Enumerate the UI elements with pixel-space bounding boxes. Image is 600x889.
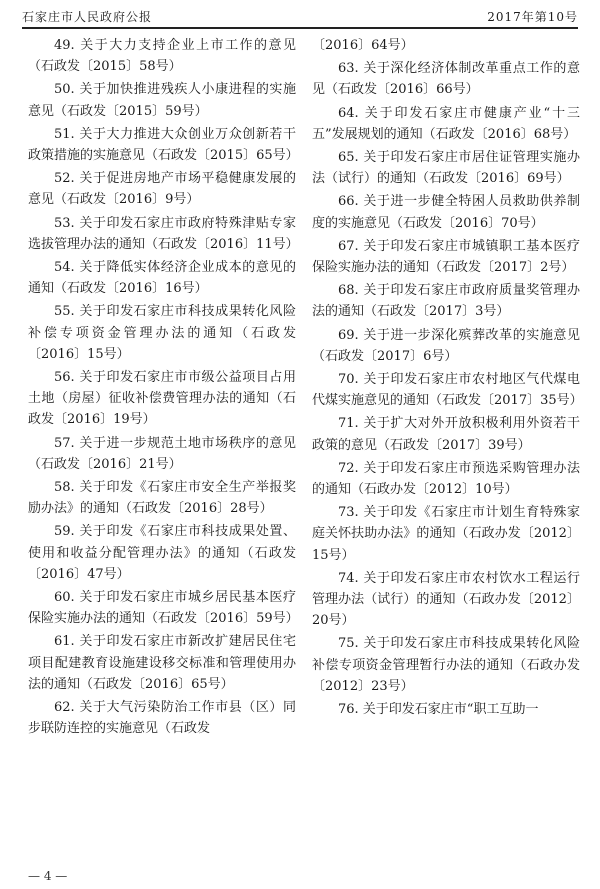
list-item: 64. 关于印发石家庄市健康产业“十三五”发展规划的通知（石政发〔2016〕68号） <box>312 105 580 142</box>
list-item: 71. 关于扩大对外开放积极利用外资若干政策的意见（石政发〔2017〕39号） <box>312 416 580 453</box>
page-number: — 4 — <box>28 869 68 883</box>
issue-number: 2017年第10号 <box>487 10 578 24</box>
list-item: 55. 关于印发石家庄市科技成果转化风险补偿专项资金管理办法的通知（石政发〔2016〕15号） <box>28 304 296 362</box>
list-item: 54. 关于降低实体经济企业成本的意见的通知（石政发〔2016〕16号） <box>28 260 296 297</box>
list-item: 63. 关于深化经济体制改革重点工作的意见（石政发〔2016〕66号） <box>312 61 580 98</box>
list-item: 69. 关于进一步深化殡葬改革的实施意见（石政发〔2017〕6号） <box>312 327 580 364</box>
list-item: 70. 关于印发石家庄市农村地区气代煤电代煤实施意见的通知（石政发〔2017〕35号） <box>312 372 583 409</box>
page-header <box>22 6 578 26</box>
list-item: 52. 关于促进房地产市场平稳健康发展的意见（石政发〔2016〕9号） <box>28 171 296 208</box>
list-item: 62. 关于大气污染防治工作市县（区）同步联防连控的实施意见（石政发 <box>28 700 296 737</box>
right-column <box>312 35 583 722</box>
list-item: 74. 关于印发石家庄市农村饮水工程运行管理办法（试行）的通知（石政办发〔2012〕20号） <box>312 570 580 629</box>
list-item-continuation: 〔2016〕64号） <box>312 38 414 53</box>
list-item: 59. 关于印发《石家庄市科技成果处置、使用和收益分配管理办法》的通知（石政发〔2016〕47号） <box>28 524 296 582</box>
list-item: 67. 关于印发石家庄市城镇职工基本医疗保险实施办法的通知（石政发〔2017〕2号） <box>312 238 580 276</box>
list-item: 50. 关于加快推进残疾人小康进程的实施意见（石政发〔2015〕59号） <box>28 82 296 119</box>
list-item: 68. 关于印发石家庄市政府质量奖管理办法的通知（石政发〔2017〕3号） <box>312 283 580 320</box>
list-item: 51. 关于大力推进大众创业万众创新若干政策措施的实施意见（石政发〔2015〕65号） <box>28 126 299 164</box>
list-item: 72. 关于印发石家庄市预选采购管理办法的通知（石政办发〔2012〕10号） <box>312 460 580 498</box>
list-item: 61. 关于印发石家庄市新改扩建居民住宅项目配建教育设施建设移交标准和管理使用办法的通知（石政发〔2016〕65号） <box>28 634 296 692</box>
list-item: 49. 关于大力支持企业上市工作的意见（石政发〔2015〕58号） <box>28 38 296 75</box>
list-item: 76. 关于印发石家庄市“职工互助一 <box>338 702 539 718</box>
list-item: 56. 关于印发石家庄市市级公益项目占用土地（房屋）征收补偿费管理办法的通知（石政发〔2016〕19号） <box>28 370 296 428</box>
left-column <box>28 35 299 742</box>
list-item: 65. 关于印发石家庄市居住证管理实施办法（试行）的通知（石政发〔2016〕69号） <box>312 150 580 187</box>
list-item: 73. 关于印发《石家庄市计划生育特殊家庭关怀扶助办法》的通知（石政办发〔2012〕15号） <box>312 505 580 563</box>
gazette-title: 石家庄市人民政府公报 <box>22 10 153 24</box>
list-item: 53. 关于印发石家庄市政府特殊津贴专家选拔管理办法的通知（石政发〔2016〕11号） <box>28 215 299 252</box>
list-item: 57. 关于进一步规范土地市场秩序的意见（石政发〔2016〕21号） <box>28 435 296 472</box>
header-rule <box>22 27 578 29</box>
list-item: 58. 关于印发《石家庄市安全生产举报奖励办法》的通知（石政发〔2016〕28号） <box>28 480 296 517</box>
list-item: 60. 关于印发石家庄市城乡居民基本医疗保险实施办法的通知（石政发〔2016〕59号） <box>28 590 299 627</box>
list-item: 66. 关于进一步健全特困人员救助供养制度的实施意见（石政发〔2016〕70号） <box>312 194 580 231</box>
list-item: 75. 关于印发石家庄市科技成果转化风险补偿专项资金管理暂行办法的通知（石政办发〔2012〕23号） <box>312 636 580 694</box>
